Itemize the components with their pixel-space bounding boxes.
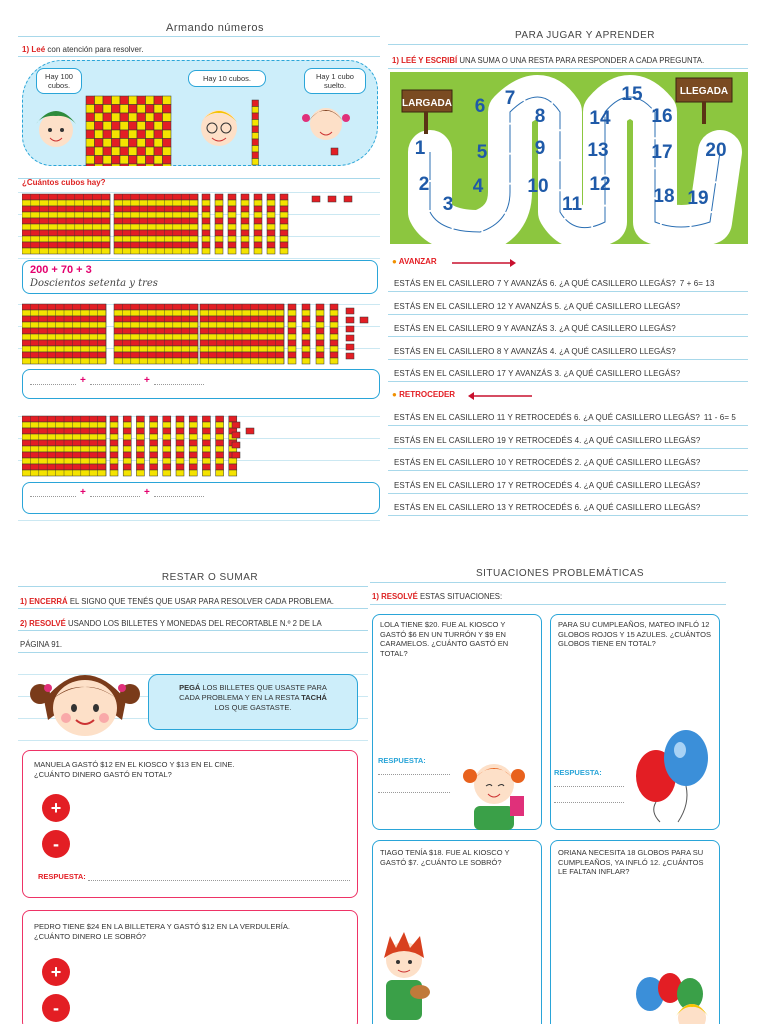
avanzar-label: ● AVANZAR: [392, 257, 437, 266]
plus-sign-button[interactable]: +: [42, 794, 70, 822]
arrow-left-icon: [468, 392, 532, 400]
girl-illustration: [30, 660, 140, 738]
page-title-jugar: PARA JUGAR Y APRENDER: [515, 30, 655, 41]
sum-example: 200 + 70 + 3: [30, 264, 92, 276]
minus-sign-button[interactable]: -: [42, 830, 70, 858]
girl-with-balloons-illustration: [630, 972, 718, 1024]
instruction-bubble: PEGÁ LOS BILLETES QUE USASTE PARA CADA PROBLEMA Y EN LA RESTA TACHÁ LOS QUE GASTASTE.: [148, 674, 358, 730]
question-how-many-cubes: ¿Cuántos cubos hay?: [22, 178, 106, 187]
boy-face-icon: [39, 113, 73, 147]
kids-and-cubes-illustration: [22, 60, 378, 166]
board-square-number: 14: [589, 108, 611, 129]
plus-sign: +: [144, 487, 150, 498]
cubes-row-3: [22, 414, 378, 478]
board-square-number: 16: [651, 106, 673, 127]
page-title-situaciones: SITUACIONES PROBLEMÁTICAS: [475, 568, 645, 579]
question-line: ESTÁS EN EL CASILLERO 11 Y RETROCEDÉS 6. ¿A QUÉ CASILLERO LLEGÁS? 11 - 6= 5: [394, 413, 736, 422]
problem-oriana: ORIANA NECESITA 18 GLOBOS PARA SU CUMPLEAÑOS, YA INFLÓ 12. ¿CUÁNTOS LE FALTAN INFLAR?: [558, 848, 704, 876]
bubble-100-cubes: Hay 100 cubos.: [36, 68, 82, 94]
page-title-armando: Armando números: [166, 22, 264, 34]
board-square-number: 9: [534, 138, 546, 159]
instruction-1-game: 1) LEÉ Y ESCRIBÍ UNA SUMA O UNA RESTA PARA RESPONDER A CADA PREGUNTA.: [392, 56, 705, 65]
bubble-1-cube: Hay 1 cubo suelto.: [304, 68, 366, 94]
board-square-number: 18: [653, 186, 675, 207]
question-line: ESTÁS EN EL CASILLERO 10 Y RETROCEDÉS 2. ¿A QUÉ CASILLERO LLEGÁS?: [394, 458, 701, 467]
instruction-encerra: 1) ENCERRÁ EL SIGNO QUE TENÉS QUE USAR PARA RESOLVER CADA PROBLEMA.: [20, 597, 334, 606]
instruction-resolve: 2) RESOLVÉ USANDO LOS BILLETES Y MONEDAS DEL RECORTABLE N.º 2 DE LA: [20, 619, 322, 628]
board-square-number: 12: [589, 174, 611, 195]
instruction-1: 1) Leé con atención para resolver.: [22, 45, 144, 54]
board-square-number: 13: [587, 140, 609, 161]
board-square-number: 15: [621, 84, 643, 105]
respuesta-label: RESPUESTA:: [378, 756, 426, 765]
board-square-number: 17: [651, 142, 673, 163]
problem-tiago: TIAGO TENÍA $18. FUE AL KIOSCO Y GASTÓ $7. ¿CUÁNTO LE SOBRÓ?: [380, 848, 510, 867]
balloons-illustration: [620, 724, 720, 824]
plus-sign-button[interactable]: +: [42, 958, 70, 986]
question-line: ESTÁS EN EL CASILLERO 8 Y AVANZÁS 4. ¿A QUÉ CASILLERO LLEGÁS?: [394, 346, 676, 356]
page-title-restar: RESTAR O SUMAR: [161, 572, 259, 583]
board-square-number: 4: [472, 176, 484, 197]
respuesta-label: RESPUESTA:: [38, 872, 86, 881]
instruction-resolve-situaciones: 1) RESOLVÉ ESTAS SITUACIONES:: [372, 592, 503, 601]
minus-sign-button[interactable]: -: [42, 994, 70, 1022]
svg-text:LLEGADA: LLEGADA: [679, 86, 729, 97]
board-square-number: 10: [527, 176, 549, 197]
problem-mateo: PARA SU CUMPLEAÑOS, MATEO INFLÓ 12 GLOBOS ROJOS Y 15 AZULES. ¿CUÁNTOS GLOBOS TIENE EN TOTAL?: [558, 620, 711, 648]
arrow-right-icon: [452, 259, 516, 267]
respuesta-label: RESPUESTA:: [554, 768, 602, 777]
bubble-10-cubes: Hay 10 cubos.: [188, 70, 266, 87]
boy-with-money-illustration: [374, 930, 438, 1024]
question-line: ESTÁS EN EL CASILLERO 19 Y RETROCEDÉS 4. ¿A QUÉ CASILLERO LLEGÁS?: [394, 435, 701, 445]
cubes-row-1: [22, 192, 378, 258]
question-line: ESTÁS EN EL CASILLERO 12 Y AVANZÁS 5. ¿A QUÉ CASILLERO LLEGÁS?: [394, 301, 681, 311]
plus-sign: +: [144, 375, 150, 386]
board-square-number: 2: [418, 174, 430, 195]
question-line: ESTÁS EN EL CASILLERO 17 Y AVANZÁS 3. ¿A QUÉ CASILLERO LLEGÁS?: [394, 369, 681, 378]
problem-lola: LOLA TIENE $20. FUE AL KIOSCO Y GASTÓ $6 EN UN TURRÓN Y $9 EN CARAMELOS. ¿CUÁNTO GASTÓ EN TOTAL?: [380, 620, 509, 658]
ten-cubes-icon: [252, 100, 259, 165]
board-square-number: 3: [442, 194, 454, 215]
handwritten-answer[interactable]: 7 + 6= 13: [679, 279, 715, 288]
board-square-number: 19: [687, 188, 709, 209]
question-line: ESTÁS EN EL CASILLERO 7 Y AVANZÁS 6. ¿A QUÉ CASILLERO LLEGÁS? 7 + 6= 13: [394, 279, 715, 288]
board-square-number: 5: [476, 142, 488, 163]
girl-with-money-illustration: [450, 756, 540, 830]
plus-sign: +: [80, 487, 86, 498]
cubes-row-2: [22, 302, 378, 366]
plus-sign: +: [80, 375, 86, 386]
svg-text:LARGADA: LARGADA: [402, 98, 452, 109]
board-square-number: 11: [561, 194, 583, 215]
board-square-number: 7: [504, 88, 516, 109]
question-line: ESTÁS EN EL CASILLERO 17 Y RETROCEDÉS 4. ¿A QUÉ CASILLERO LLEGÁS?: [394, 480, 701, 490]
answer-box-3[interactable]: [22, 482, 380, 514]
hundred-cubes-icon: [86, 96, 171, 166]
board-game: [390, 72, 748, 244]
instruction-resolve-cont: PÁGINA 91.: [20, 640, 63, 649]
board-square-number: 1: [414, 138, 426, 159]
single-cube-icon: [331, 148, 338, 155]
handwritten-answer[interactable]: 11 - 6= 5: [703, 413, 736, 422]
question-line: ESTÁS EN EL CASILLERO 13 Y RETROCEDÉS 6. ¿A QUÉ CASILLERO LLEGÁS?: [394, 503, 701, 512]
retroceder-label: ● RETROCEDER: [392, 390, 456, 399]
problem-manuela: MANUELA GASTÓ $12 EN EL KIOSCO Y $13 EN EL CINE. ¿CUÁNTO DINERO GASTÓ EN TOTAL?: [34, 760, 235, 779]
words-example: Doscientos setenta y tres: [30, 278, 158, 289]
board-square-number: 6: [474, 96, 486, 117]
problem-pedro: PEDRO TIENE $24 EN LA BILLETERA Y GASTÓ $12 EN LA VERDULERÍA. ¿CUÁNTO DINERO LE SOBRÓ?: [34, 922, 290, 941]
question-line: ESTÁS EN EL CASILLERO 9 Y AVANZÁS 3. ¿A QUÉ CASILLERO LLEGÁS?: [394, 324, 676, 333]
board-square-number: 8: [534, 106, 546, 127]
board-square-number: 20: [705, 140, 727, 161]
